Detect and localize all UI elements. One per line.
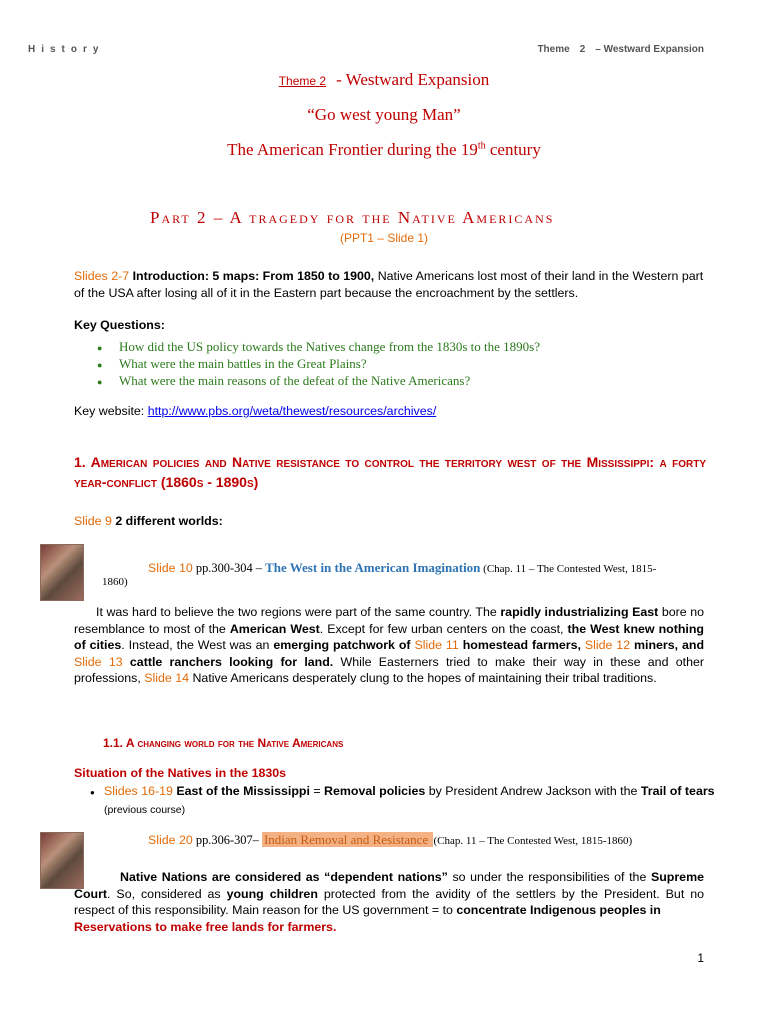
slide-10-ref: Slide 10 <box>148 561 193 575</box>
situation-bold: East of the Mississippi <box>172 784 310 798</box>
situation-text: = <box>309 784 325 798</box>
para2-text: protected from the avidity of the settlers by the President. But no respect of this responsibility. Main reason for the US government = to <box>74 886 704 917</box>
slide-20-line <box>148 832 632 848</box>
key-question-item: ● What were the main reasons of the defeat of the Native Americans? <box>119 372 739 389</box>
para1-bold: emerging patchwork of <box>273 638 415 652</box>
para2-bold: Supreme Court <box>74 870 704 901</box>
para1-bold: the West knew nothing of cities <box>74 621 704 652</box>
reservations-text: Reservations <box>74 919 152 934</box>
section-1-heading: 1. American policies and Native resistance to control the territory west of the Mississippi: a forty year-conflict (1860s - 1890s) <box>74 454 706 490</box>
slide-13-ref: Slide 13 <box>74 654 123 669</box>
intro-bold: Introduction: 5 maps: From 1850 to 1900, <box>132 269 375 283</box>
slide-14-ref: Slide 14 <box>144 671 190 685</box>
title-frontier-end: century <box>485 140 541 159</box>
intro-paragraph <box>74 268 706 301</box>
intro-slides-ref: Slides 2-7 <box>74 269 130 283</box>
situation-bold: Trail of tears <box>640 784 715 798</box>
running-header-theme: Theme <box>537 44 570 55</box>
title-frontier-sup: th <box>477 140 486 152</box>
para2-bold: young children <box>226 886 318 901</box>
title-line-1 <box>0 70 768 90</box>
slide-9-ref: Slide 9 <box>74 514 112 528</box>
situation-item <box>104 783 734 818</box>
slide-10-ref-text: (Chap. 11 – The Contested West, 1815- <box>480 563 657 575</box>
key-questions-heading: Key Questions: <box>74 318 165 332</box>
para1-text: . Instead, the West was an <box>121 638 274 652</box>
title-frontier-text: The American Frontier during the 19 <box>227 140 478 159</box>
running-header-subject: – Westward Expansion <box>595 44 704 55</box>
slide-20-title: Indian Removal and Resistance <box>263 832 432 847</box>
key-website-label: Key website: <box>74 404 148 418</box>
running-header-left: History <box>28 44 105 55</box>
situation-heading: Situation of the Natives in the 1830s <box>74 766 287 780</box>
situation-text: by President Andrew Jackson with the <box>425 784 641 798</box>
part-subtitle: (PPT1 – Slide 1) <box>339 231 429 245</box>
para1-bold: American West <box>229 621 320 636</box>
slide-20-ref-text: (Chap. 11 – The Contested West, 1815-1860) <box>433 835 633 847</box>
key-questions-list <box>74 338 739 389</box>
subsection-1-1-heading: 1.1. A changing world for the Native Americans <box>103 736 344 750</box>
slide-20-ref: Slide 20 <box>148 833 193 847</box>
key-website <box>74 404 436 418</box>
para2-bold: Native Nations are considered as “dependent nations” <box>120 870 448 884</box>
paragraph-two-worlds <box>74 604 704 687</box>
slide-20-pages: pp.306-307– <box>192 833 262 847</box>
para1-text: While Easterners tried to make their way in these and other professions, <box>74 654 704 685</box>
situation-list <box>74 783 734 818</box>
key-question-item: ● How did the US policy towards the Natives change from the 1830s to the 1890s? <box>119 338 739 355</box>
slide-11-ref: Slide 11 <box>414 638 459 652</box>
running-header-right <box>537 44 704 55</box>
slide-10-pages: pp.300-304 – <box>192 561 266 575</box>
paragraph-dependent-nations <box>74 869 704 935</box>
title-westward: - Westward Expansion <box>336 70 490 89</box>
page-number: 1 <box>697 951 704 965</box>
slide-9-text: 2 different worlds: <box>111 514 223 528</box>
intro-text: Native Americans lost most of their land in the Western part of the USA after losing all of it in the Eastern part because the encroachment by the settlers. <box>74 269 704 300</box>
key-question-item: ● What were the main battles in the Great Plains? <box>119 355 739 372</box>
para2-text: so under the responsibilities of the <box>447 870 651 884</box>
para1-text: It was hard to believe the two regions were part of the same country. The <box>96 605 501 619</box>
para1-bold: rapidly industrializing East <box>500 605 659 619</box>
title-quote: “Go west young Man” <box>307 105 461 124</box>
slides-16-19-ref: Slides 16-19 <box>104 784 173 798</box>
para1-bold: miners, and <box>630 638 705 652</box>
theme-link[interactable]: Theme 2 <box>278 74 327 88</box>
situation-note: (previous course) <box>104 803 186 816</box>
slide-10-ref-end: 1860) <box>102 576 128 588</box>
slide-9-line <box>74 514 223 528</box>
slide-10-line <box>148 560 656 576</box>
para2-text: . So, considered as <box>107 886 227 901</box>
para1-bold: cattle ranchers looking for land. <box>122 654 334 669</box>
para1-text: Native Americans desperately clung to the hopes of maintaining their tribal traditions. <box>189 671 657 685</box>
part-title: Part 2 – A tragedy for the Native Americans <box>150 208 555 227</box>
painting-thumbnail <box>40 544 84 601</box>
situation-bold: Removal policies <box>324 784 426 798</box>
running-header-number: 2 <box>579 44 586 55</box>
para2-red-text: to make free lands for farmers. <box>151 919 337 934</box>
key-website-link[interactable]: http://www.pbs.org/weta/thewest/resources/archives/ <box>147 404 437 418</box>
title-frontier <box>0 140 768 160</box>
slide-12-ref: Slide 12 <box>584 638 631 652</box>
para2-bold: concentrate Indigenous peoples in <box>456 903 661 917</box>
para1-text: . Except for few urban centers on the coast, <box>319 621 568 636</box>
para1-bold: homestead farmers, <box>458 638 585 652</box>
para1-text: bore no resemblance to most of the <box>74 605 705 636</box>
slide-10-title: The West in the American Imagination <box>265 560 481 575</box>
